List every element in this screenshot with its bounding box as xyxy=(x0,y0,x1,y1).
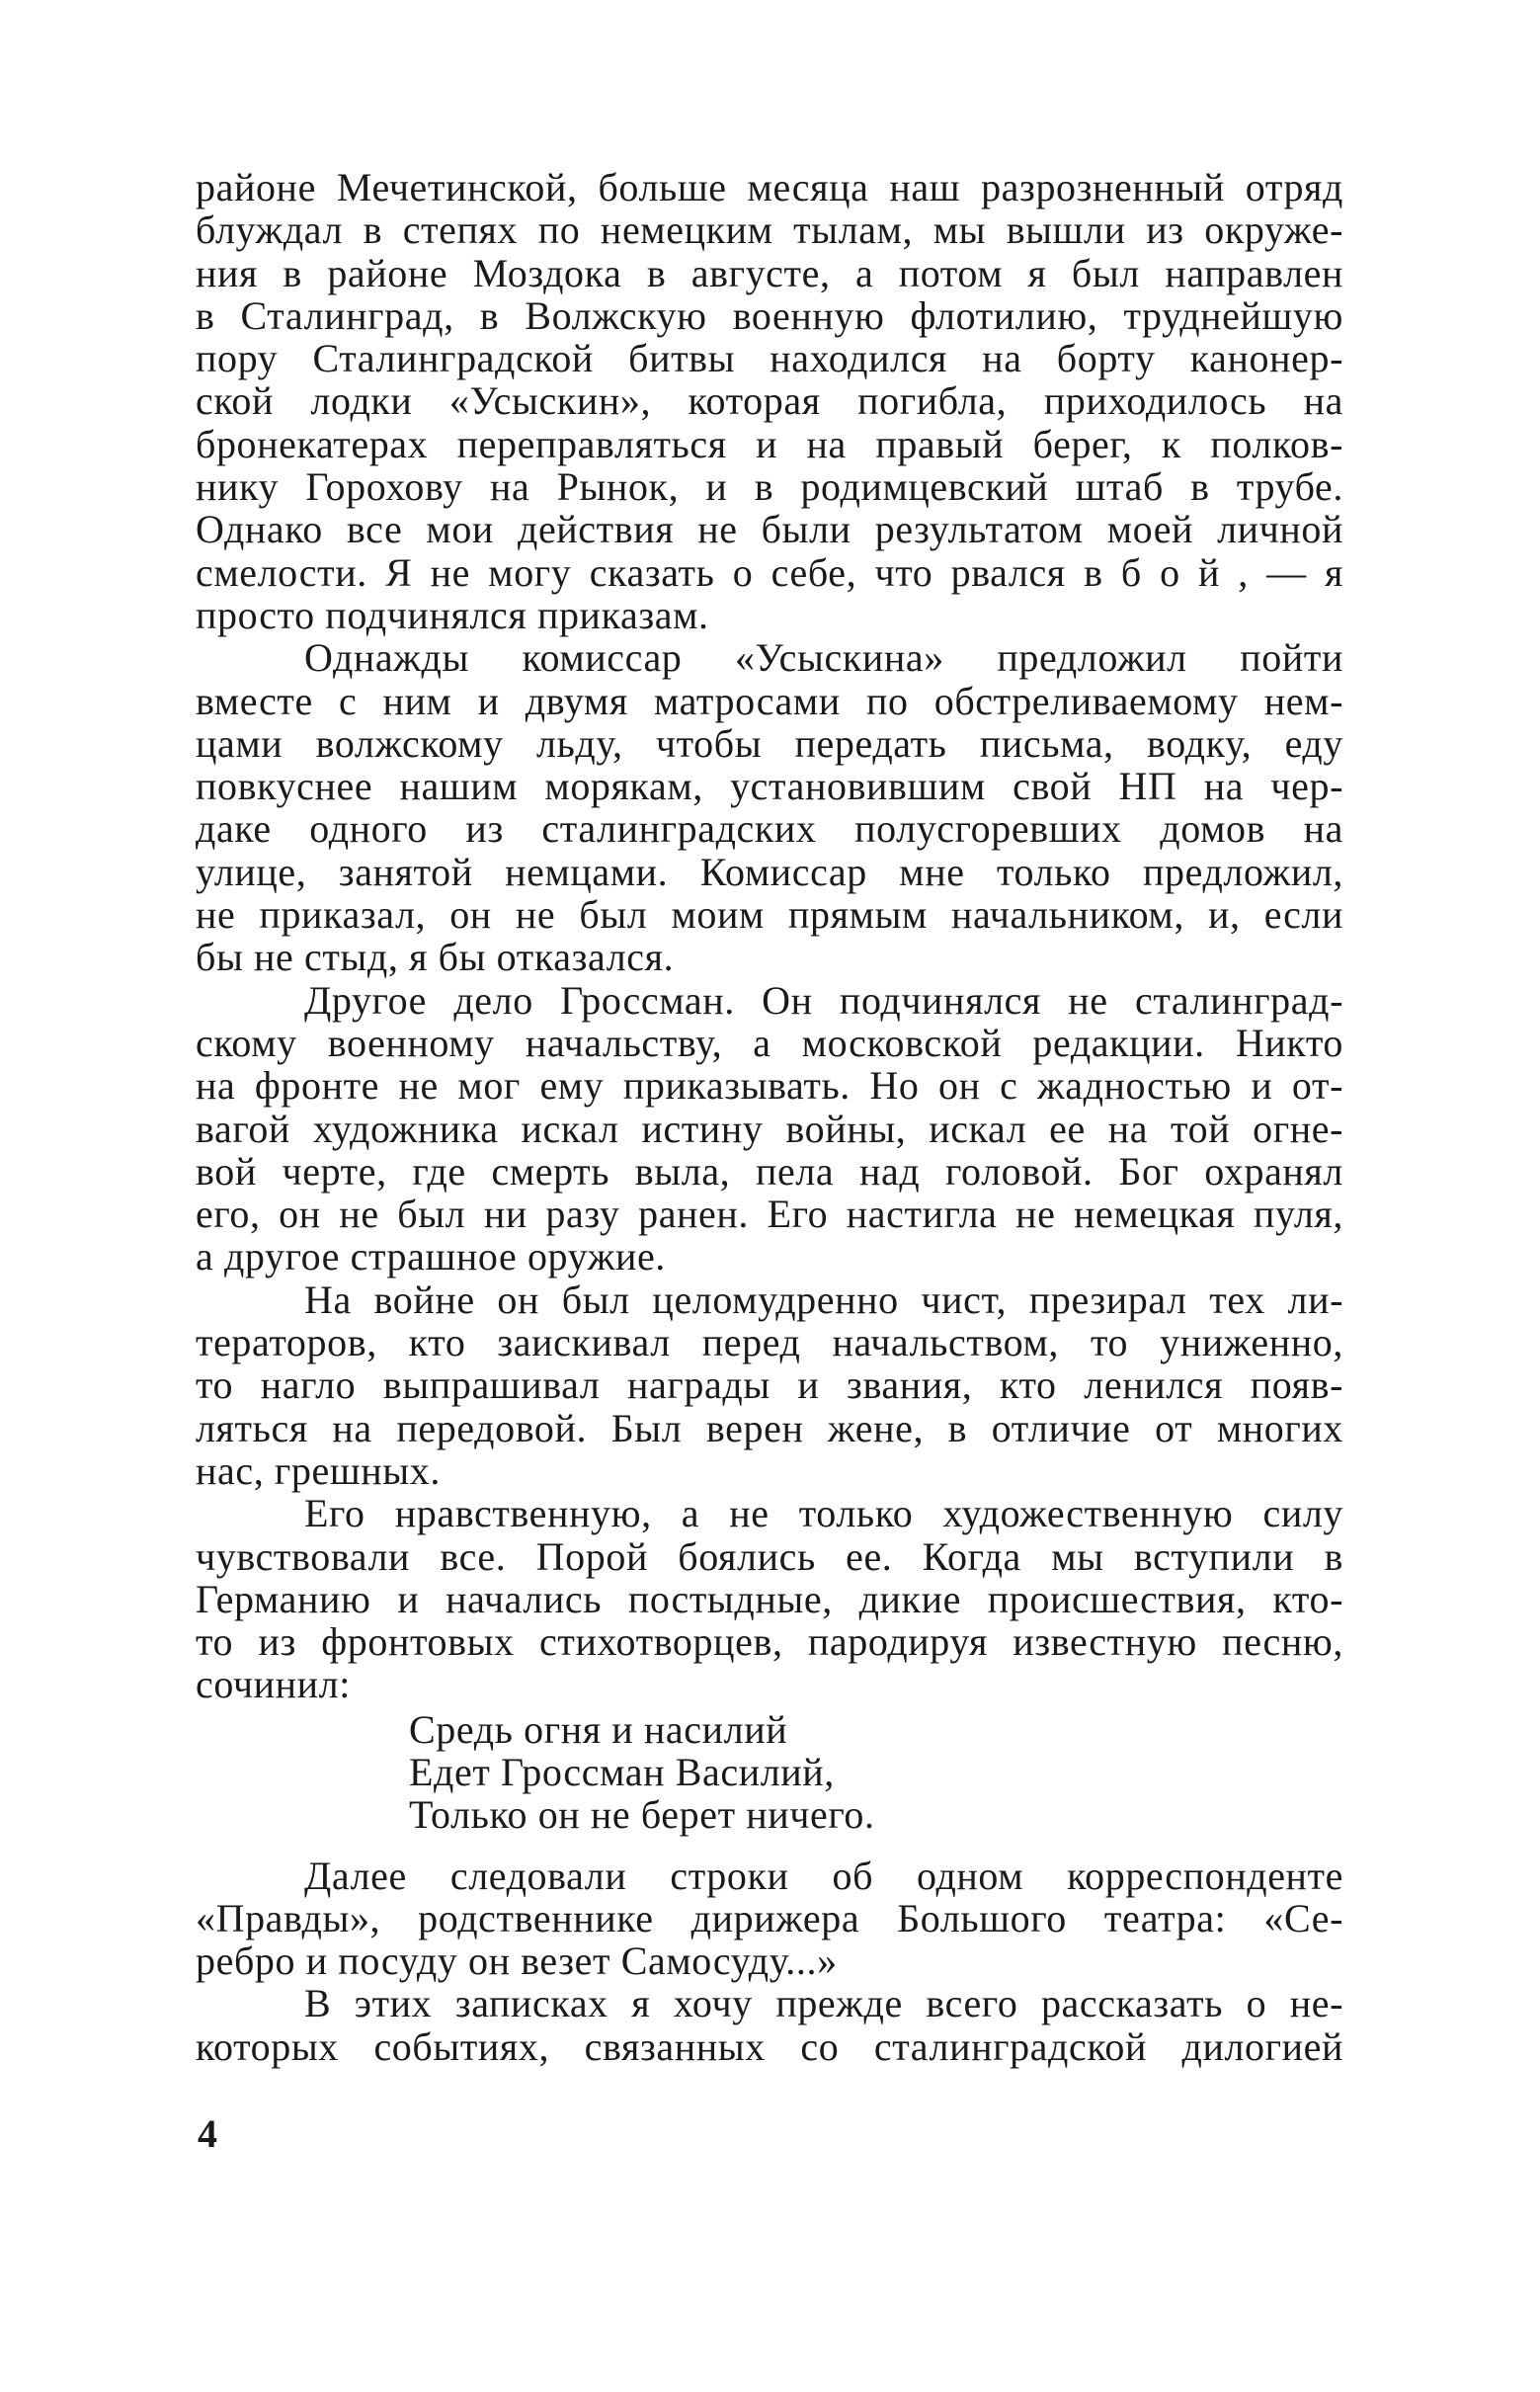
text-line: блуждал в степях по немецким тылам, мы вышли из окруже- xyxy=(196,207,1343,253)
paragraph-7 xyxy=(196,1982,1343,2068)
paragraph-3 xyxy=(196,979,1343,1278)
poem-quote xyxy=(196,1708,1343,1837)
text-line: не приказал, он не был моим прямым начальником, и, если xyxy=(196,892,1343,938)
text-line: Однако все мои действия не были результатом моей личной xyxy=(196,507,1343,552)
text-line: нику Горохову на Рынок, и в родимцевский штаб в трубе. xyxy=(196,464,1343,510)
text-line: смелости. Я не могу сказать о себе, что рвался в б о й , — я xyxy=(196,549,1343,595)
text-line: скому военному начальству, а московской редакции. Никто xyxy=(196,1020,1343,1065)
text-line: пору Сталинградской битвы находился на борту канонер- xyxy=(196,336,1343,381)
text-line: Другое дело Гроссман. Он подчинялся не сталинград- xyxy=(304,977,1343,1023)
text-line: даке одного из сталинградских полусгоревших домов на xyxy=(196,806,1343,852)
text-line: Далее следовали строки об одном корреспонденте xyxy=(304,1853,1343,1898)
text-line: Его нравственную, а не только художественную силу xyxy=(304,1491,1343,1536)
text-line: которых событиях, связанных со сталинградской дилогией xyxy=(196,2023,1343,2069)
text-line: Германию и начались постыдные, дикие происшествия, кто- xyxy=(196,1576,1343,1621)
text-line: вагой художника искал истину войны, искал ее на той огне- xyxy=(196,1106,1343,1151)
text-line: вместе с ним и двумя матросами по обстреливаемому нем- xyxy=(196,678,1343,723)
text-line: Однажды комиссар «Усыскина» предложил пойти xyxy=(304,635,1343,681)
text-line: бы не стыд, я бы отказался. xyxy=(196,935,675,980)
text-line: чувствовали все. Порой боялись ее. Когда мы вступили в xyxy=(196,1533,1343,1579)
page-number: 4 xyxy=(198,2111,217,2156)
text-line: «Правды», родственнике дирижера Большого театра: «Се- xyxy=(196,1895,1343,1940)
text-line: сочинил: xyxy=(196,1662,351,1707)
poem-line: Едет Гроссман Василий, xyxy=(409,1749,835,1794)
text-line: повкуснее нашим морякам, установившим свой НП на чер- xyxy=(196,764,1343,809)
text-line: просто подчинялся приказам. xyxy=(196,592,709,637)
text-line: ляться на передовой. Был верен жене, в отличие от многих xyxy=(196,1405,1343,1450)
text-line: На войне он был целомудренно чист, презирал тех ли- xyxy=(304,1277,1343,1322)
text-line: бронекатерах переправляться и на правый берег, к полков- xyxy=(196,421,1343,466)
paragraph-1 xyxy=(196,166,1343,636)
text-line: в Сталинград, в Волжскую военную флотилию, труднейшую xyxy=(196,292,1343,338)
text-line: вой черте, где смерть выла, пела над головой. Бог охранял xyxy=(196,1148,1343,1194)
paragraph-4 xyxy=(196,1278,1343,1492)
text-line: цами волжскому льду, чтобы передать письма, водку, еду xyxy=(196,720,1343,766)
text-line: улице, занятой немцами. Комиссар мне только предложил, xyxy=(196,849,1343,894)
text-line: то из фронтовых стихотворцев, пародируя известную песню, xyxy=(196,1619,1343,1665)
text-line: ской лодки «Усыскин», которая погибла, приходилось на xyxy=(196,378,1343,424)
text-line: районе Мечетинской, больше месяца наш разрозненный отряд xyxy=(196,165,1343,209)
page-body xyxy=(196,166,1343,2068)
paragraph-6 xyxy=(196,1855,1343,1983)
paragraph-2 xyxy=(196,636,1343,978)
poem-line: Только он не берет ничего. xyxy=(409,1792,875,1838)
text-line: его, он не был ни разу ранен. Его настигла не немецкая пуля, xyxy=(196,1192,1343,1237)
text-line: на фронте не мог ему приказывать. Но он с жадностью и от- xyxy=(196,1063,1343,1109)
text-line: то нагло выпрашивал награды и звания, кто ленился появ- xyxy=(196,1362,1343,1408)
text-line: а другое страшное оружие. xyxy=(196,1234,666,1279)
text-line: ния в районе Моздока в августе, а потом я был направлен xyxy=(196,250,1343,295)
text-line: ребро и посуду он везет Самосуду...» xyxy=(196,1938,838,1984)
paragraph-5 xyxy=(196,1492,1343,1705)
poem-line: Средь огня и насилий xyxy=(409,1706,788,1752)
text-line: В этих записках я хочу прежде всего рассказать о не- xyxy=(304,1981,1343,2026)
text-line: тераторов, кто заискивал перед начальством, то униженно, xyxy=(196,1320,1343,1365)
text-line: нас, грешных. xyxy=(196,1447,441,1493)
